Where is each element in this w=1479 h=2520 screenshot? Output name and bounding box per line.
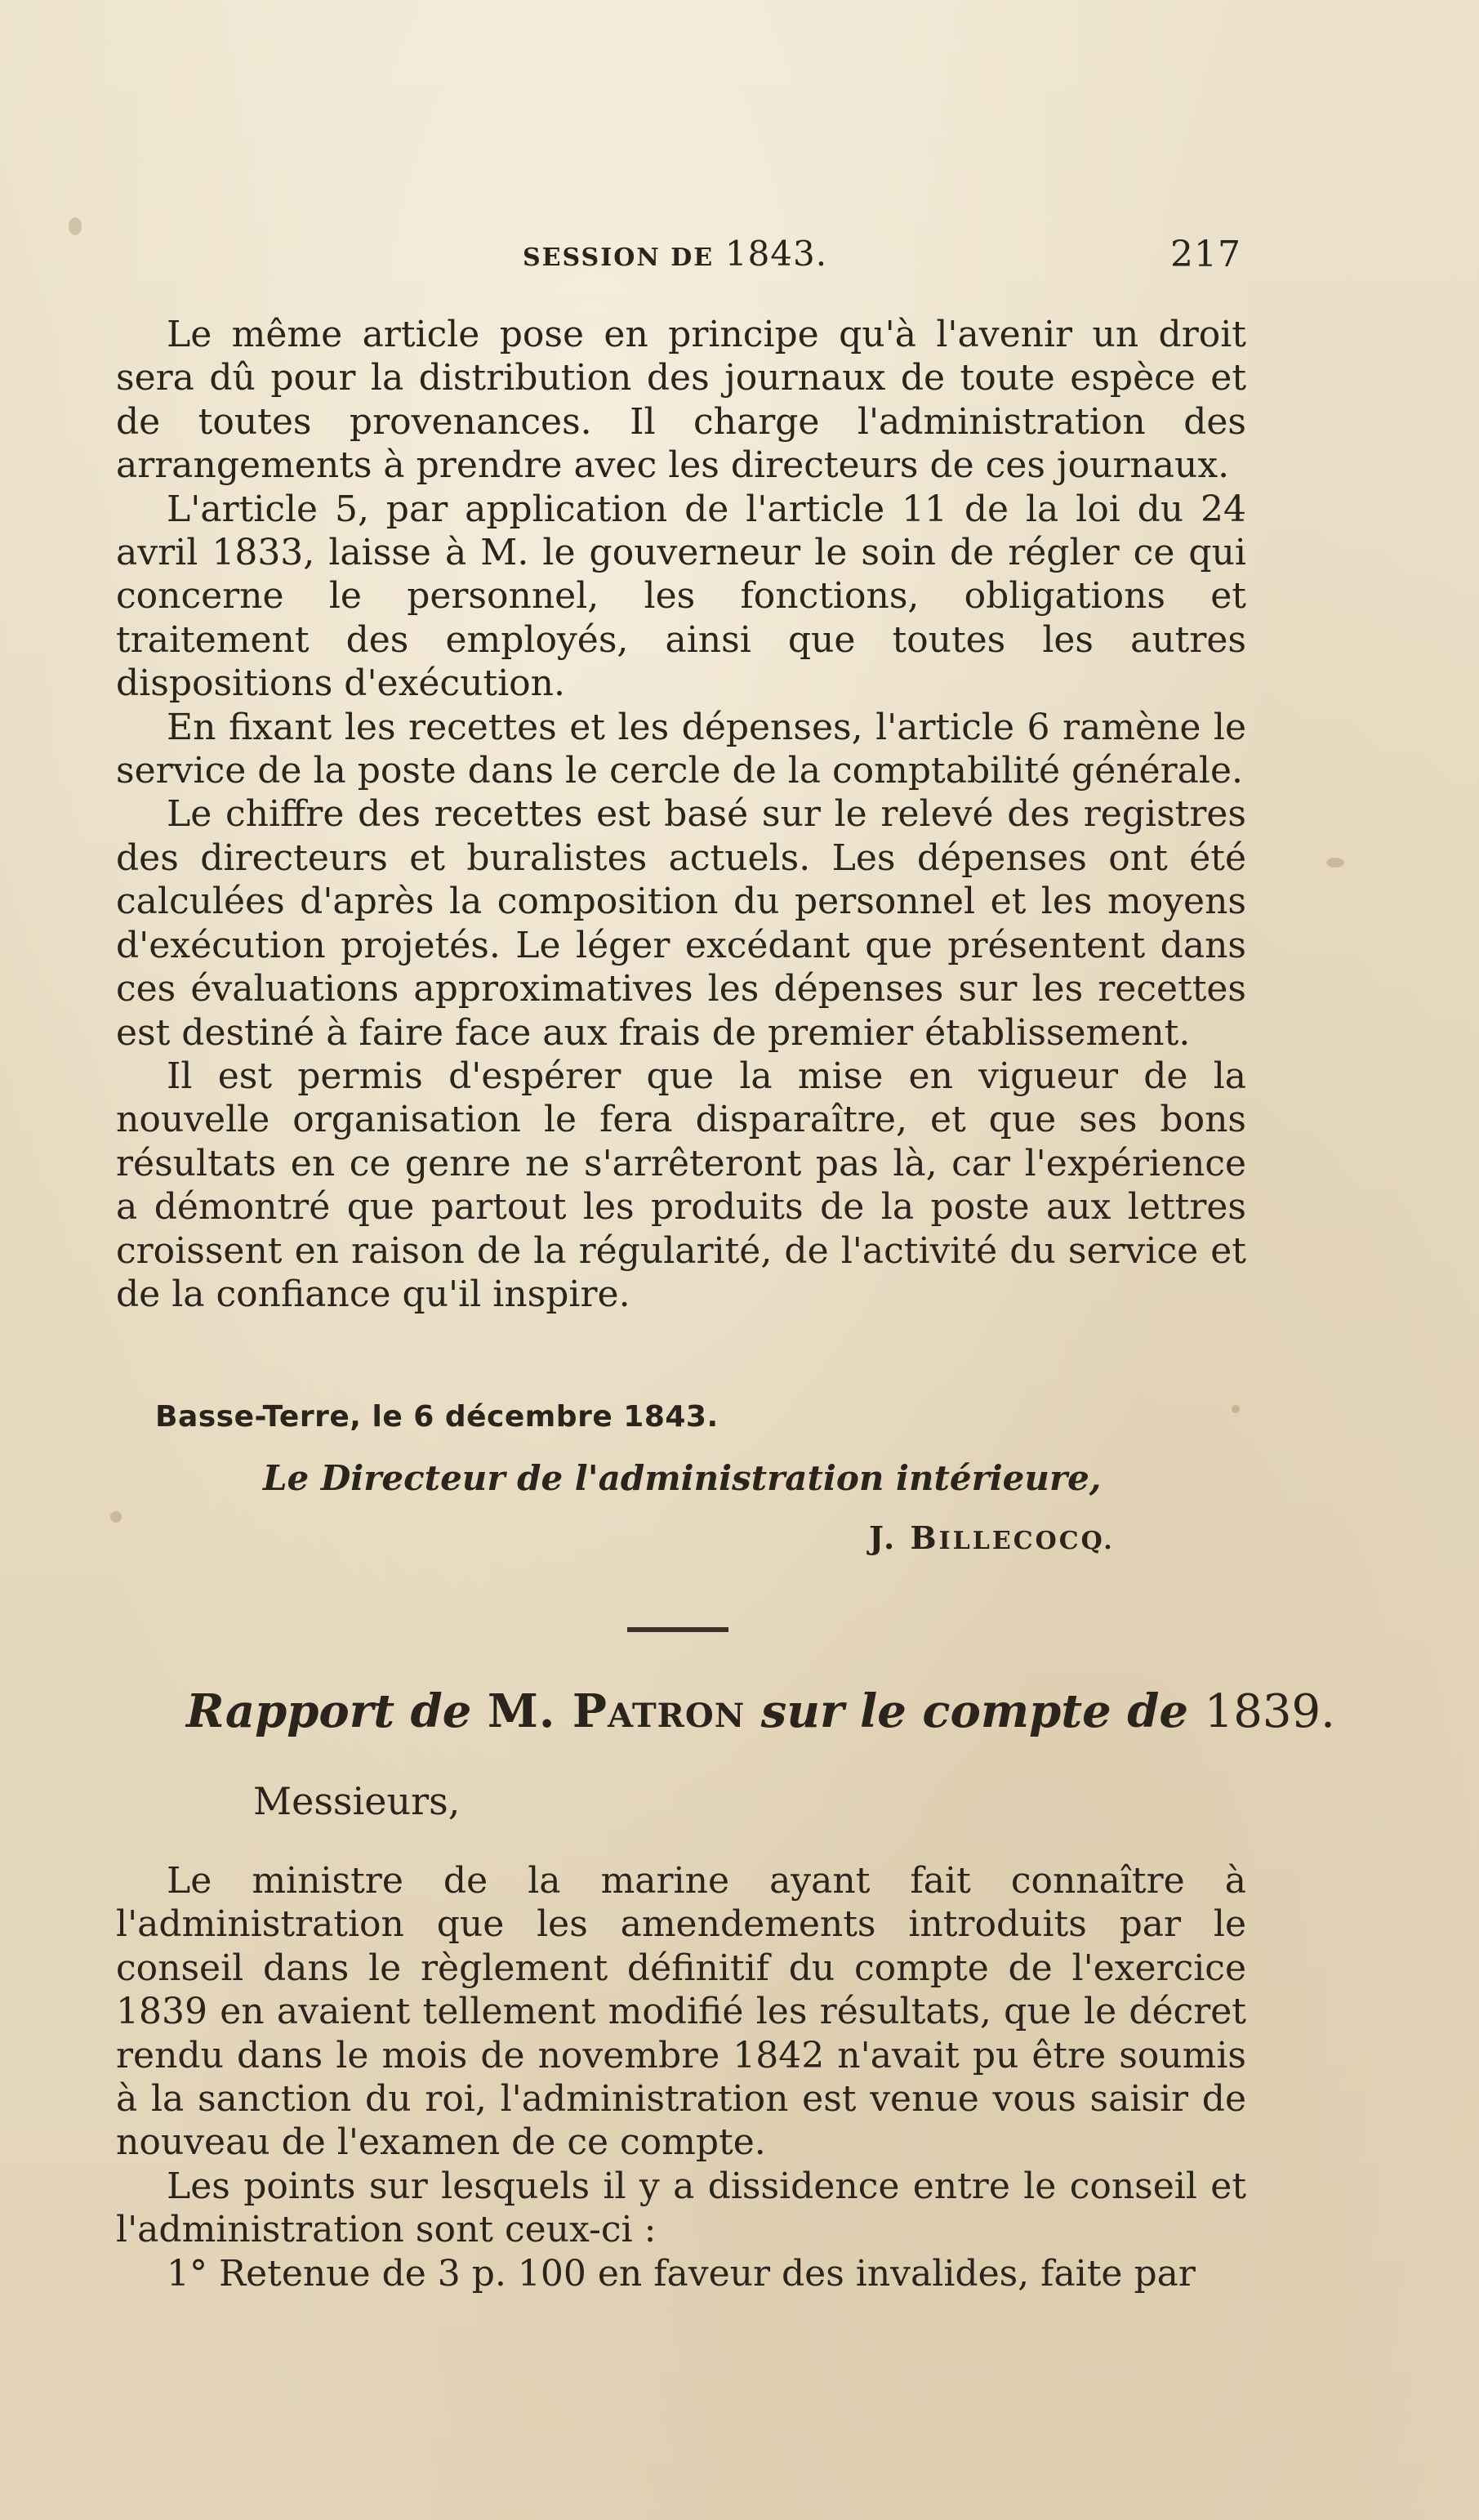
- paragraph: En fixant les recettes et les dépenses, l'article 6 ramène le service de la poste dans le cercle de la comptabilité générale.: [116, 706, 1246, 792]
- paragraph: Le ministre de la marine ayant fait connaître à l'administration que les amendements introduits par le conseil dans le règlement définitif du compte de l'exercice 1839 en avaient tellement modifié les résultats, que le décret rendu dans le mois de novembre 1842 n'avait pu être soumis à la sanction du roi, l'administration est venue vous saisir de nouveau de l'examen de ce compte.: [116, 1860, 1246, 2164]
- signature-name: [869, 1519, 1115, 1556]
- page-number: 217: [1170, 234, 1241, 275]
- ink-spot: [110, 1511, 122, 1523]
- report-heading-name: [488, 1684, 745, 1738]
- ink-spot: [1326, 858, 1344, 868]
- dateline: Basse-Terre, le 6 décembre 1843.: [155, 1400, 719, 1434]
- running-head-title: [523, 234, 827, 274]
- signature-title: Le Directeur de l'administration intérieure,: [263, 1458, 1102, 1498]
- report-heading-prefix: Rapport de: [186, 1684, 488, 1738]
- report-heading-name-rest: ATRON: [608, 1697, 746, 1735]
- signature-name-rest: ILLECOCQ.: [938, 1527, 1115, 1555]
- paragraph: Il est permis d'espérer que la mise en vigueur de la nouvelle organisation le fera disparaître, et que ses bons résultats en ce genre ne s'arrêteront pas là, car l'expérience a démontré que partout les produits de la poste aux lettres croissent en raison de la régularité, de l'activité du service et de la confiance qu'il inspire.: [116, 1055, 1246, 1315]
- report-heading: [186, 1684, 1335, 1738]
- paragraph: 1° Retenue de 3 p. 100 en faveur des invalides, faite par: [167, 2252, 1196, 2295]
- paragraph: L'article 5, par application de l'article 11 de la loi du 24 avril 1833, laisse à M. le gouverneur le soin de régler ce qui concerne le personnel, les fonctions, obligations et traitement des employés, ainsi que toutes les autres dispositions d'exécution.: [116, 488, 1246, 705]
- running-head: [114, 234, 1241, 283]
- paragraph: Les points sur lesquels il y a dissidence entre le conseil et l'administration sont ceux-ci :: [116, 2165, 1246, 2251]
- report-heading-m: M. P: [487, 1684, 608, 1738]
- ink-spot: [1232, 1405, 1240, 1413]
- report-heading-middle: sur le compte de: [745, 1684, 1205, 1738]
- paragraph: Le même article pose en principe qu'à l'avenir un droit sera dû pour la distribution des journaux de toute espèce et de toutes provenances. Il charge l'administration des arrangements à prendre avec les directeurs de ces journaux.: [116, 314, 1246, 487]
- paragraph: Le chiffre des recettes est basé sur le relevé des registres des directeurs et buralistes actuels. Les dépenses ont été calculées d'après la composition du personnel et les moyens d'exécution projetés. Le léger excédant que présentent dans ces évaluations approximatives les dépenses sur les recettes est destiné à faire face aux frais de premier établissement.: [116, 793, 1246, 1054]
- salutation: Messieurs,: [253, 1779, 461, 1823]
- ink-spot: [69, 217, 82, 235]
- signature-name-initial: J. B: [869, 1519, 939, 1556]
- running-head-year: 1843.: [724, 234, 828, 274]
- body-text-top: [116, 313, 1246, 1316]
- running-head-prefix: SESSION DE: [523, 243, 715, 272]
- body-text-report: [116, 1859, 1246, 2295]
- section-divider: [627, 1627, 728, 1632]
- report-heading-year: 1839.: [1204, 1685, 1335, 1738]
